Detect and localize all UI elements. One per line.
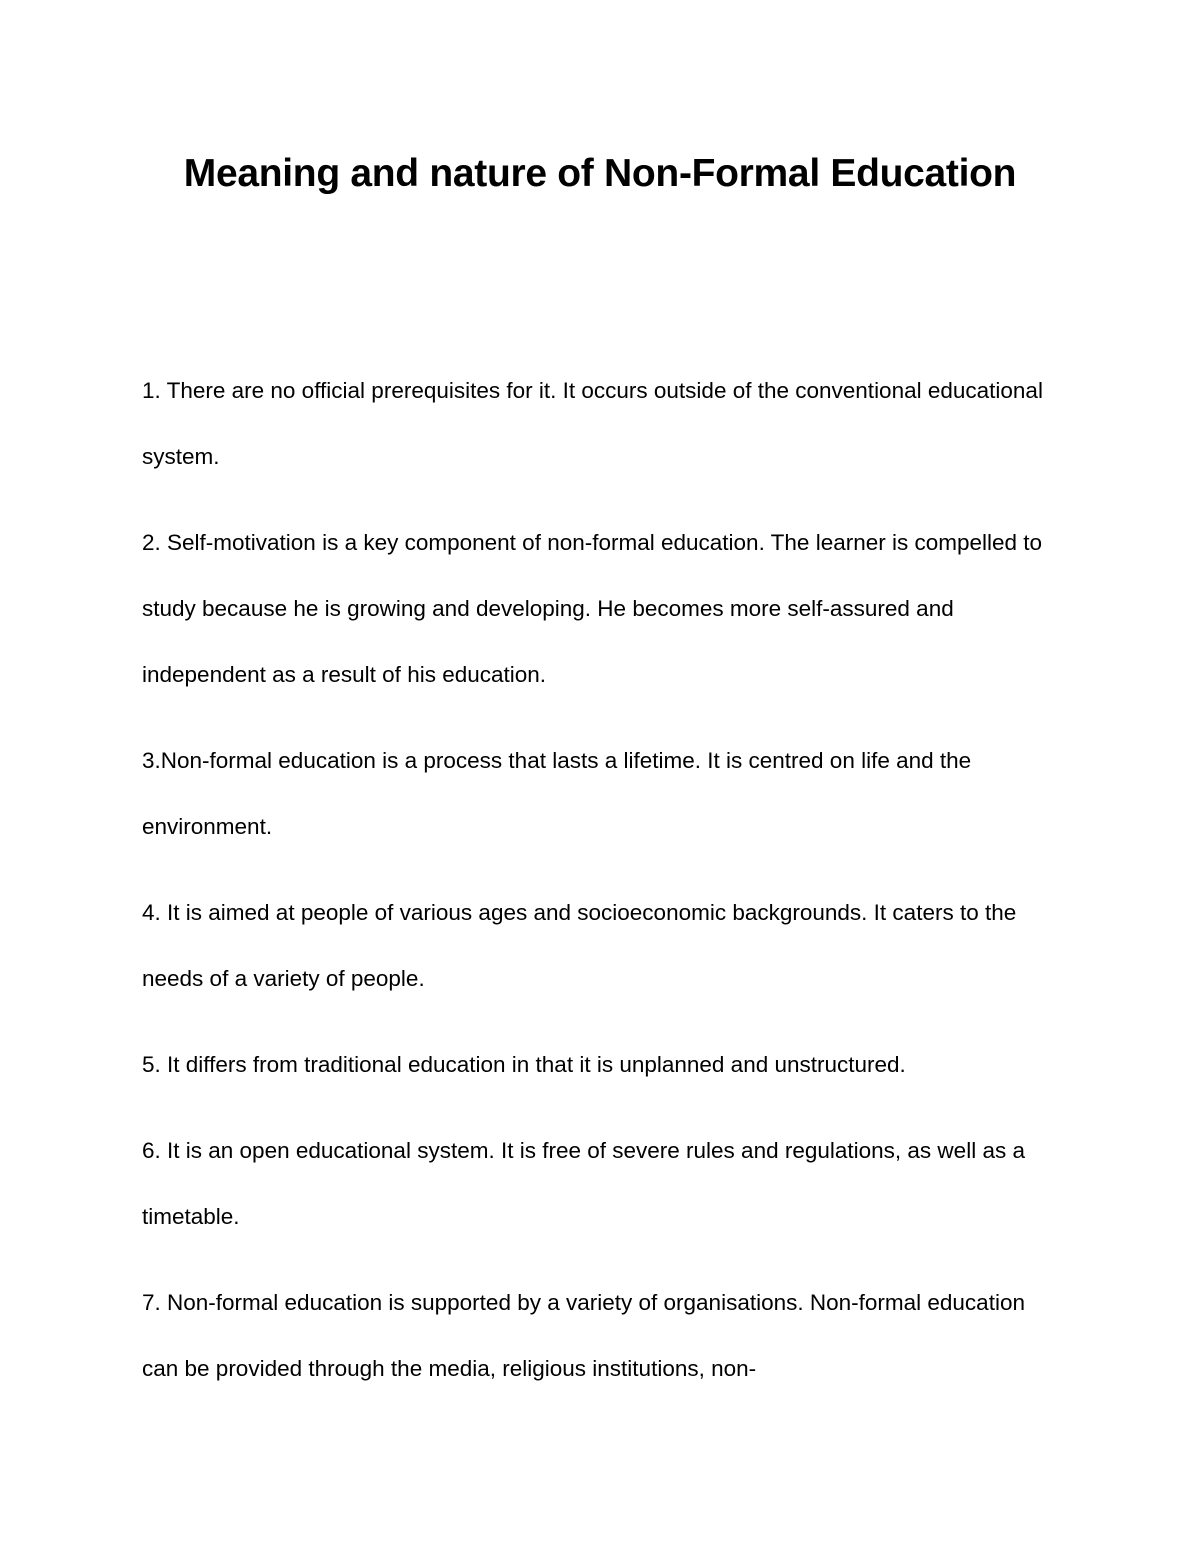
point-1: 1. There are no official prerequisites for it. It occurs outside of the conventional educational system. [142, 378, 1043, 469]
point-3: 3.Non-formal education is a process that lasts a lifetime. It is centred on life and the environment. [142, 748, 972, 839]
point-4: 4. It is aimed at people of various ages and socioeconomic backgrounds. It caters to the needs of a variety of people. [142, 900, 1017, 991]
point-6: 6. It is an open educational system. It is free of severe rules and regulations, as well as a timetable. [142, 1138, 1025, 1229]
point-2: 2. Self-motivation is a key component of non-formal education. The learner is compelled to study because he is growing and developing. He becomes more self-assured and independent as a result of his education. [142, 530, 1043, 687]
point-5: 5. It differs from traditional education in that it is unplanned and unstructured. [142, 1052, 906, 1077]
document-title: Meaning and nature of Non-Formal Education [183, 152, 1017, 195]
point-7: 7. Non-formal education is supported by a variety of organisations. Non-formal education can be provided through the media, religious institutions, non- [142, 1290, 1025, 1381]
document-body [142, 358, 1062, 1422]
